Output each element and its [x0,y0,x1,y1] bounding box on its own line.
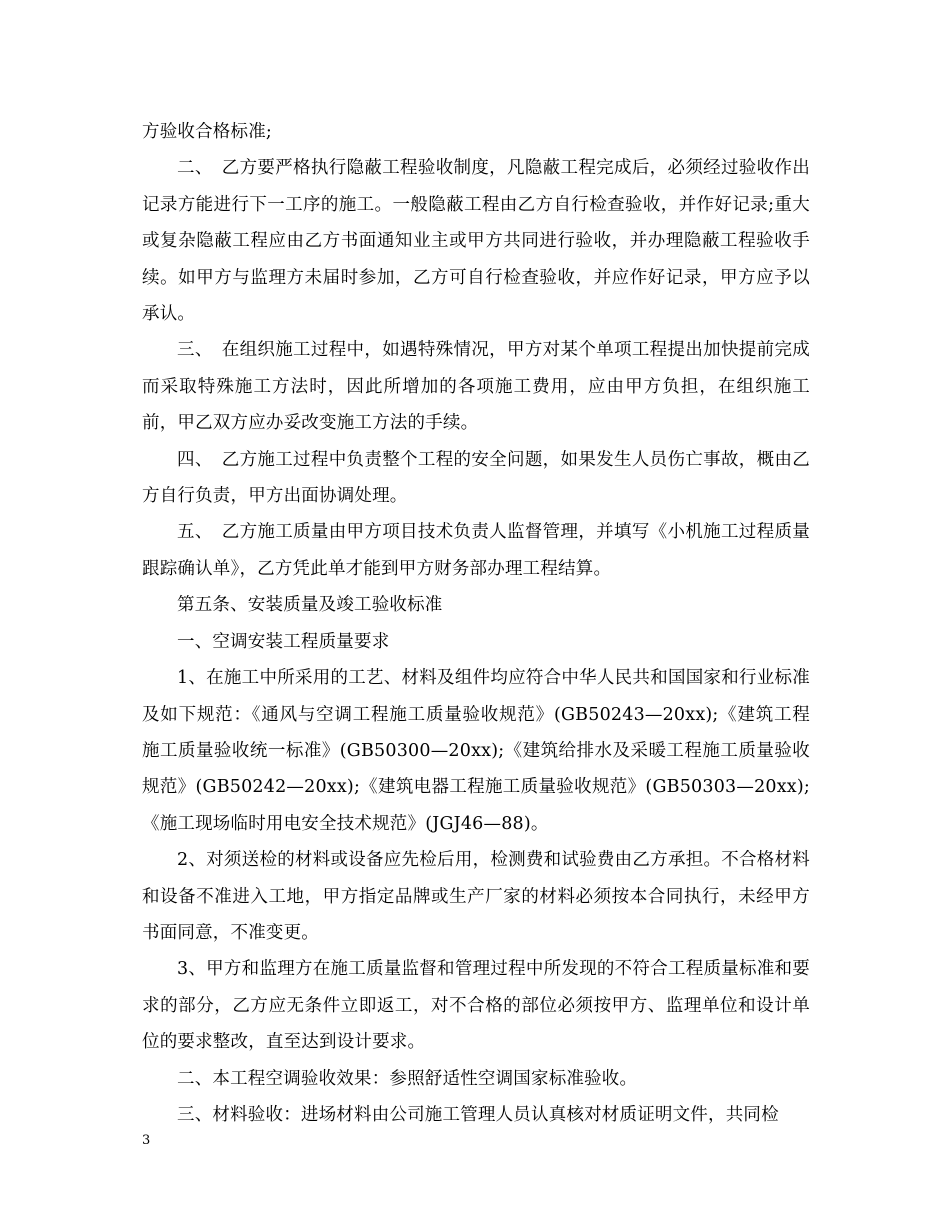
paragraph-3: 三、 在组织施工过程中，如遇特殊情况，甲方对某个单项工程提出加快提前完成而采取特殊施工方法时，因此所增加的各项施工费用，应由甲方负担，在组织施工前，甲乙双方应办妥改变施工方法的手续。 [142,340,810,434]
paragraph-5: 五、 乙方施工质量由甲方项目技术负责人监督管理，并填写《小机施工过程质量跟踪确认单》，乙方凭此单才能到甲方财务部办理工程结算。 [142,522,810,579]
paragraph-11: 二、本工程空调验收效果：参照舒适性空调国家标准验收。 [177,1068,638,1089]
paragraph-1: 方验收合格标准; [142,122,272,142]
paragraph-2: 二、 乙方要严格执行隐蔽工程验收制度，凡隐蔽工程完成后，必须经过验收作出记录方能进行下一工序的施工。一般隐蔽工程由乙方自行检查验收，并作好记录;重大或复杂隐蔽工程应由乙方书面通知业主或甲方共同进行验收，并办理隐蔽工程验收手续。如甲方与监理方未届时参加，乙方可自行检查验收，并应作好记录，甲方应予以承认。 [142,158,810,325]
document-body [142,114,810,1133]
paragraph-4: 四、 乙方施工过程中负责整个工程的安全问题，如果发生人员伤亡事故，概由乙方自行负责，甲方出面协调处理。 [142,449,810,507]
section-heading: 第五条、安装质量及竣工验收标准 [177,595,443,616]
paragraph-10: 3、甲方和监理方在施工质量监督和管理过程中所发现的不符合工程质量标准和要求的部分，乙方应无条件立即返工，对不合格的部位必须按甲方、监理单位和设计单位的要求整改，直至达到设计要求。 [142,959,810,1053]
paragraph-8: 1、在施工中所采用的工艺、材料及组件均应符合中华人民共和国国家和行业标准及如下规范：《通风与空调工程施工质量验收规范》(GB50243—20xx);《建筑工程施工质量验收统一标准》(GB50300—20xx);《建筑给排水及采暖工程施工质量验收规范》(GB50242—20xx);《建筑电器工程施工质量验收规范》(GB50303—20xx);《施工现场临时用电安全技术规范》(JGJ46—88)。 [142,668,810,834]
paragraph-9: 2、对须送检的材料或设备应先检后用，检测费和试验费由乙方承担。不合格材料和设备不准进入工地，甲方指定品牌或生产厂家的材料必须按本合同执行，未经甲方书面同意，不准变更。 [142,850,810,943]
subsection-heading: 一、空调安装工程质量要求 [177,631,390,652]
paragraph-12: 三、材料验收：进场材料由公司施工管理人员认真核对材质证明文件，共同检 [177,1104,779,1125]
page-number: 3 [142,1133,151,1148]
